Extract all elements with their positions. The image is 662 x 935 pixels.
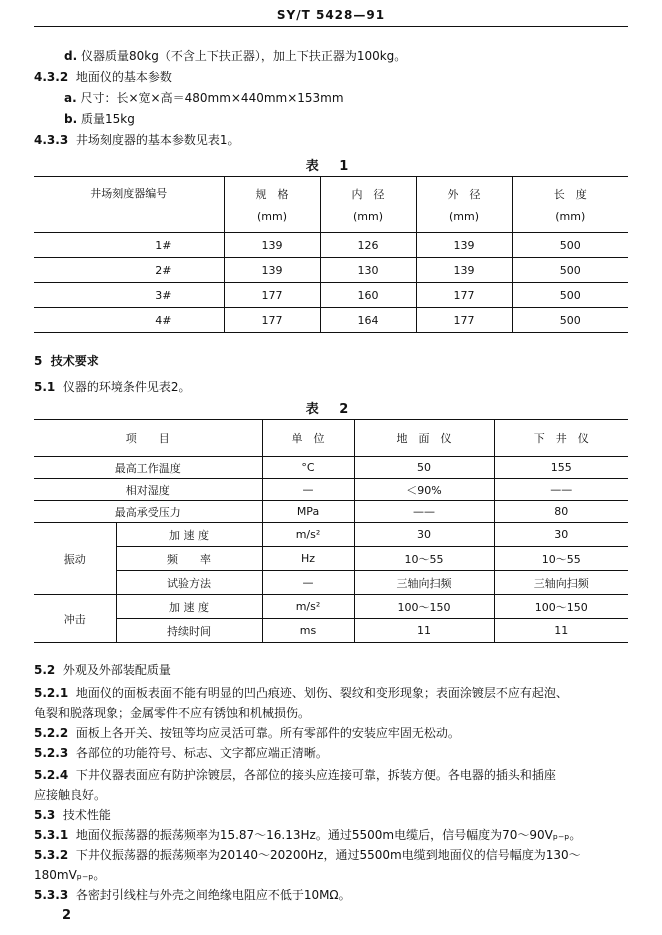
- page-number: 2: [62, 908, 72, 923]
- table-cell: 160: [320, 283, 416, 308]
- table-cell: 139: [416, 258, 512, 283]
- table-cell: 频 率: [116, 547, 262, 571]
- table-cell: 持续时间: [116, 619, 262, 643]
- table2-header-cell: 下 井 仪: [494, 420, 628, 457]
- table-cell: 11: [494, 619, 628, 643]
- table-cell: 30: [354, 523, 494, 547]
- table2-caption: 表 2: [305, 402, 357, 417]
- para-5-3-2-cont: 180mVₚ₋ₚ。: [34, 868, 106, 882]
- table-cell: 164: [320, 308, 416, 333]
- table-cell: —: [262, 571, 354, 595]
- table1-header-cell: 井场刻度器编号: [34, 177, 224, 233]
- para-5-2-4-cont: 应接触良好。: [34, 788, 107, 802]
- table-row: [34, 523, 628, 547]
- para-5-3-2: 5.3.2 下井仪振荡器的振荡频率为20140～20200Hz，通过5500m电缆到地面仪的信号幅度为130～: [34, 848, 581, 862]
- table-cell: 139: [224, 233, 320, 258]
- para-5-2-1: 5.2.1 地面仪的面板表面不能有明显的凹凸痕迹、划伤、裂纹和变形现象；表面涂镀层不应有起泡、: [34, 686, 568, 700]
- page-header: SY/T 5428—91: [276, 8, 386, 22]
- item-b: b. 质量15kg: [64, 112, 135, 126]
- para-5-2-4: 5.2.4 下井仪器表面应有防护涂镀层，各部位的接头应连接可靠，拆装方便。各电器的插头和插座: [34, 768, 556, 782]
- table-cell: 130: [320, 258, 416, 283]
- table-cell: 177: [224, 283, 320, 308]
- table-cell: 10～55: [354, 547, 494, 571]
- table-cell: 126: [320, 233, 416, 258]
- table-cell: 1#: [34, 233, 224, 258]
- table-cell: 139: [224, 258, 320, 283]
- table-row: [34, 619, 628, 643]
- table-cell: MPa: [262, 501, 354, 523]
- section-5-heading: 5 技术要求: [34, 354, 99, 368]
- table-row: [34, 595, 628, 619]
- table1-header-cell: 规 格 (mm): [224, 177, 320, 233]
- table-row: [34, 571, 628, 595]
- table-cell: ＜90%: [354, 479, 494, 501]
- table1-caption: 表 1: [305, 159, 357, 174]
- table2-header-row: [34, 420, 628, 457]
- table2-header-cell: 地 面 仪: [354, 420, 494, 457]
- group-label-shock: 冲击: [34, 595, 116, 643]
- table-cell: 177: [224, 308, 320, 333]
- table-cell: ms: [262, 619, 354, 643]
- table1-header-cell: 外 径 (mm): [416, 177, 512, 233]
- para-5-2-2: 5.2.2 面板上各开关、按钮等均应灵活可靠。所有零部件的安装应牢固无松动。: [34, 726, 460, 740]
- table-cell: 加 速 度: [116, 523, 262, 547]
- table-cell: °C: [262, 457, 354, 479]
- table-cell: 2#: [34, 258, 224, 283]
- para-5-3-3: 5.3.3 各密封引线柱与外壳之间绝缘电阻应不低于10MΩ。: [34, 888, 351, 902]
- table-cell: 最高承受压力: [34, 501, 262, 523]
- table-cell: —: [262, 479, 354, 501]
- table-row: [34, 501, 628, 523]
- table-row: [34, 308, 628, 333]
- table-cell: 500: [512, 283, 628, 308]
- table-cell: 100～150: [494, 595, 628, 619]
- section-5-1: 5.1 仪器的环境条件见表2。: [34, 380, 191, 394]
- table-cell: ——: [354, 501, 494, 523]
- para-5-2: 5.2 外观及外部装配质量: [34, 663, 171, 677]
- table-cell: 三轴向扫频: [494, 571, 628, 595]
- table-row: [34, 457, 628, 479]
- table1-header-row: [34, 177, 628, 233]
- table-row: [34, 233, 628, 258]
- table-cell: m/s²: [262, 595, 354, 619]
- para-5-3-1: 5.3.1 地面仪振荡器的振荡频率为15.87～16.13Hz。通过5500m电缆后，信号幅度为70～90Vₚ₋ₚ。: [34, 828, 582, 842]
- table-cell: 试验方法: [116, 571, 262, 595]
- table-row: [34, 547, 628, 571]
- table-cell: 500: [512, 258, 628, 283]
- para-5-3: 5.3 技术性能: [34, 808, 111, 822]
- table-cell: 4#: [34, 308, 224, 333]
- table-row: [34, 479, 628, 501]
- table2-header-cell: 单 位: [262, 420, 354, 457]
- table2: [34, 419, 628, 643]
- table-cell: m/s²: [262, 523, 354, 547]
- table2-header-cell: 项 目: [34, 420, 262, 457]
- table-cell: 177: [416, 283, 512, 308]
- table-cell: 80: [494, 501, 628, 523]
- table-cell: 相对湿度: [34, 479, 262, 501]
- table-cell: 100～150: [354, 595, 494, 619]
- table-cell: 最高工作温度: [34, 457, 262, 479]
- table-cell: 11: [354, 619, 494, 643]
- para-5-2-3: 5.2.3 各部位的功能符号、标志、文字都应端正清晰。: [34, 746, 328, 760]
- table-cell: 加 速 度: [116, 595, 262, 619]
- para-5-2-1-cont: 龟裂和脱落现象；金属零件不应有锈蚀和机械损伤。: [34, 706, 311, 720]
- table1-header-cell: 长 度 (mm): [512, 177, 628, 233]
- table-cell: 三轴向扫频: [354, 571, 494, 595]
- table-row: [34, 258, 628, 283]
- header-rule: [34, 26, 628, 27]
- table-cell: 500: [512, 233, 628, 258]
- table-cell: 50: [354, 457, 494, 479]
- section-4-3-3: 4.3.3 井场刻度器的基本参数见表1。: [34, 133, 240, 147]
- item-a: a. 尺寸：长×宽×高＝480mm×440mm×153mm: [64, 91, 344, 105]
- table1-header-cell: 内 径 (mm): [320, 177, 416, 233]
- table-cell: Hz: [262, 547, 354, 571]
- table-cell: 3#: [34, 283, 224, 308]
- item-d: d. 仪器质量80kg（不含上下扶正器），加上下扶正器为100kg。: [64, 49, 407, 63]
- table-cell: ——: [494, 479, 628, 501]
- table-row: [34, 283, 628, 308]
- section-4-3-2: 4.3.2 地面仪的基本参数: [34, 70, 172, 84]
- table-cell: 177: [416, 308, 512, 333]
- table1: [34, 176, 628, 333]
- table-cell: 500: [512, 308, 628, 333]
- group-label-vibration: 振动: [34, 523, 116, 595]
- table-cell: 30: [494, 523, 628, 547]
- table-cell: 10～55: [494, 547, 628, 571]
- table-cell: 139: [416, 233, 512, 258]
- table-cell: 155: [494, 457, 628, 479]
